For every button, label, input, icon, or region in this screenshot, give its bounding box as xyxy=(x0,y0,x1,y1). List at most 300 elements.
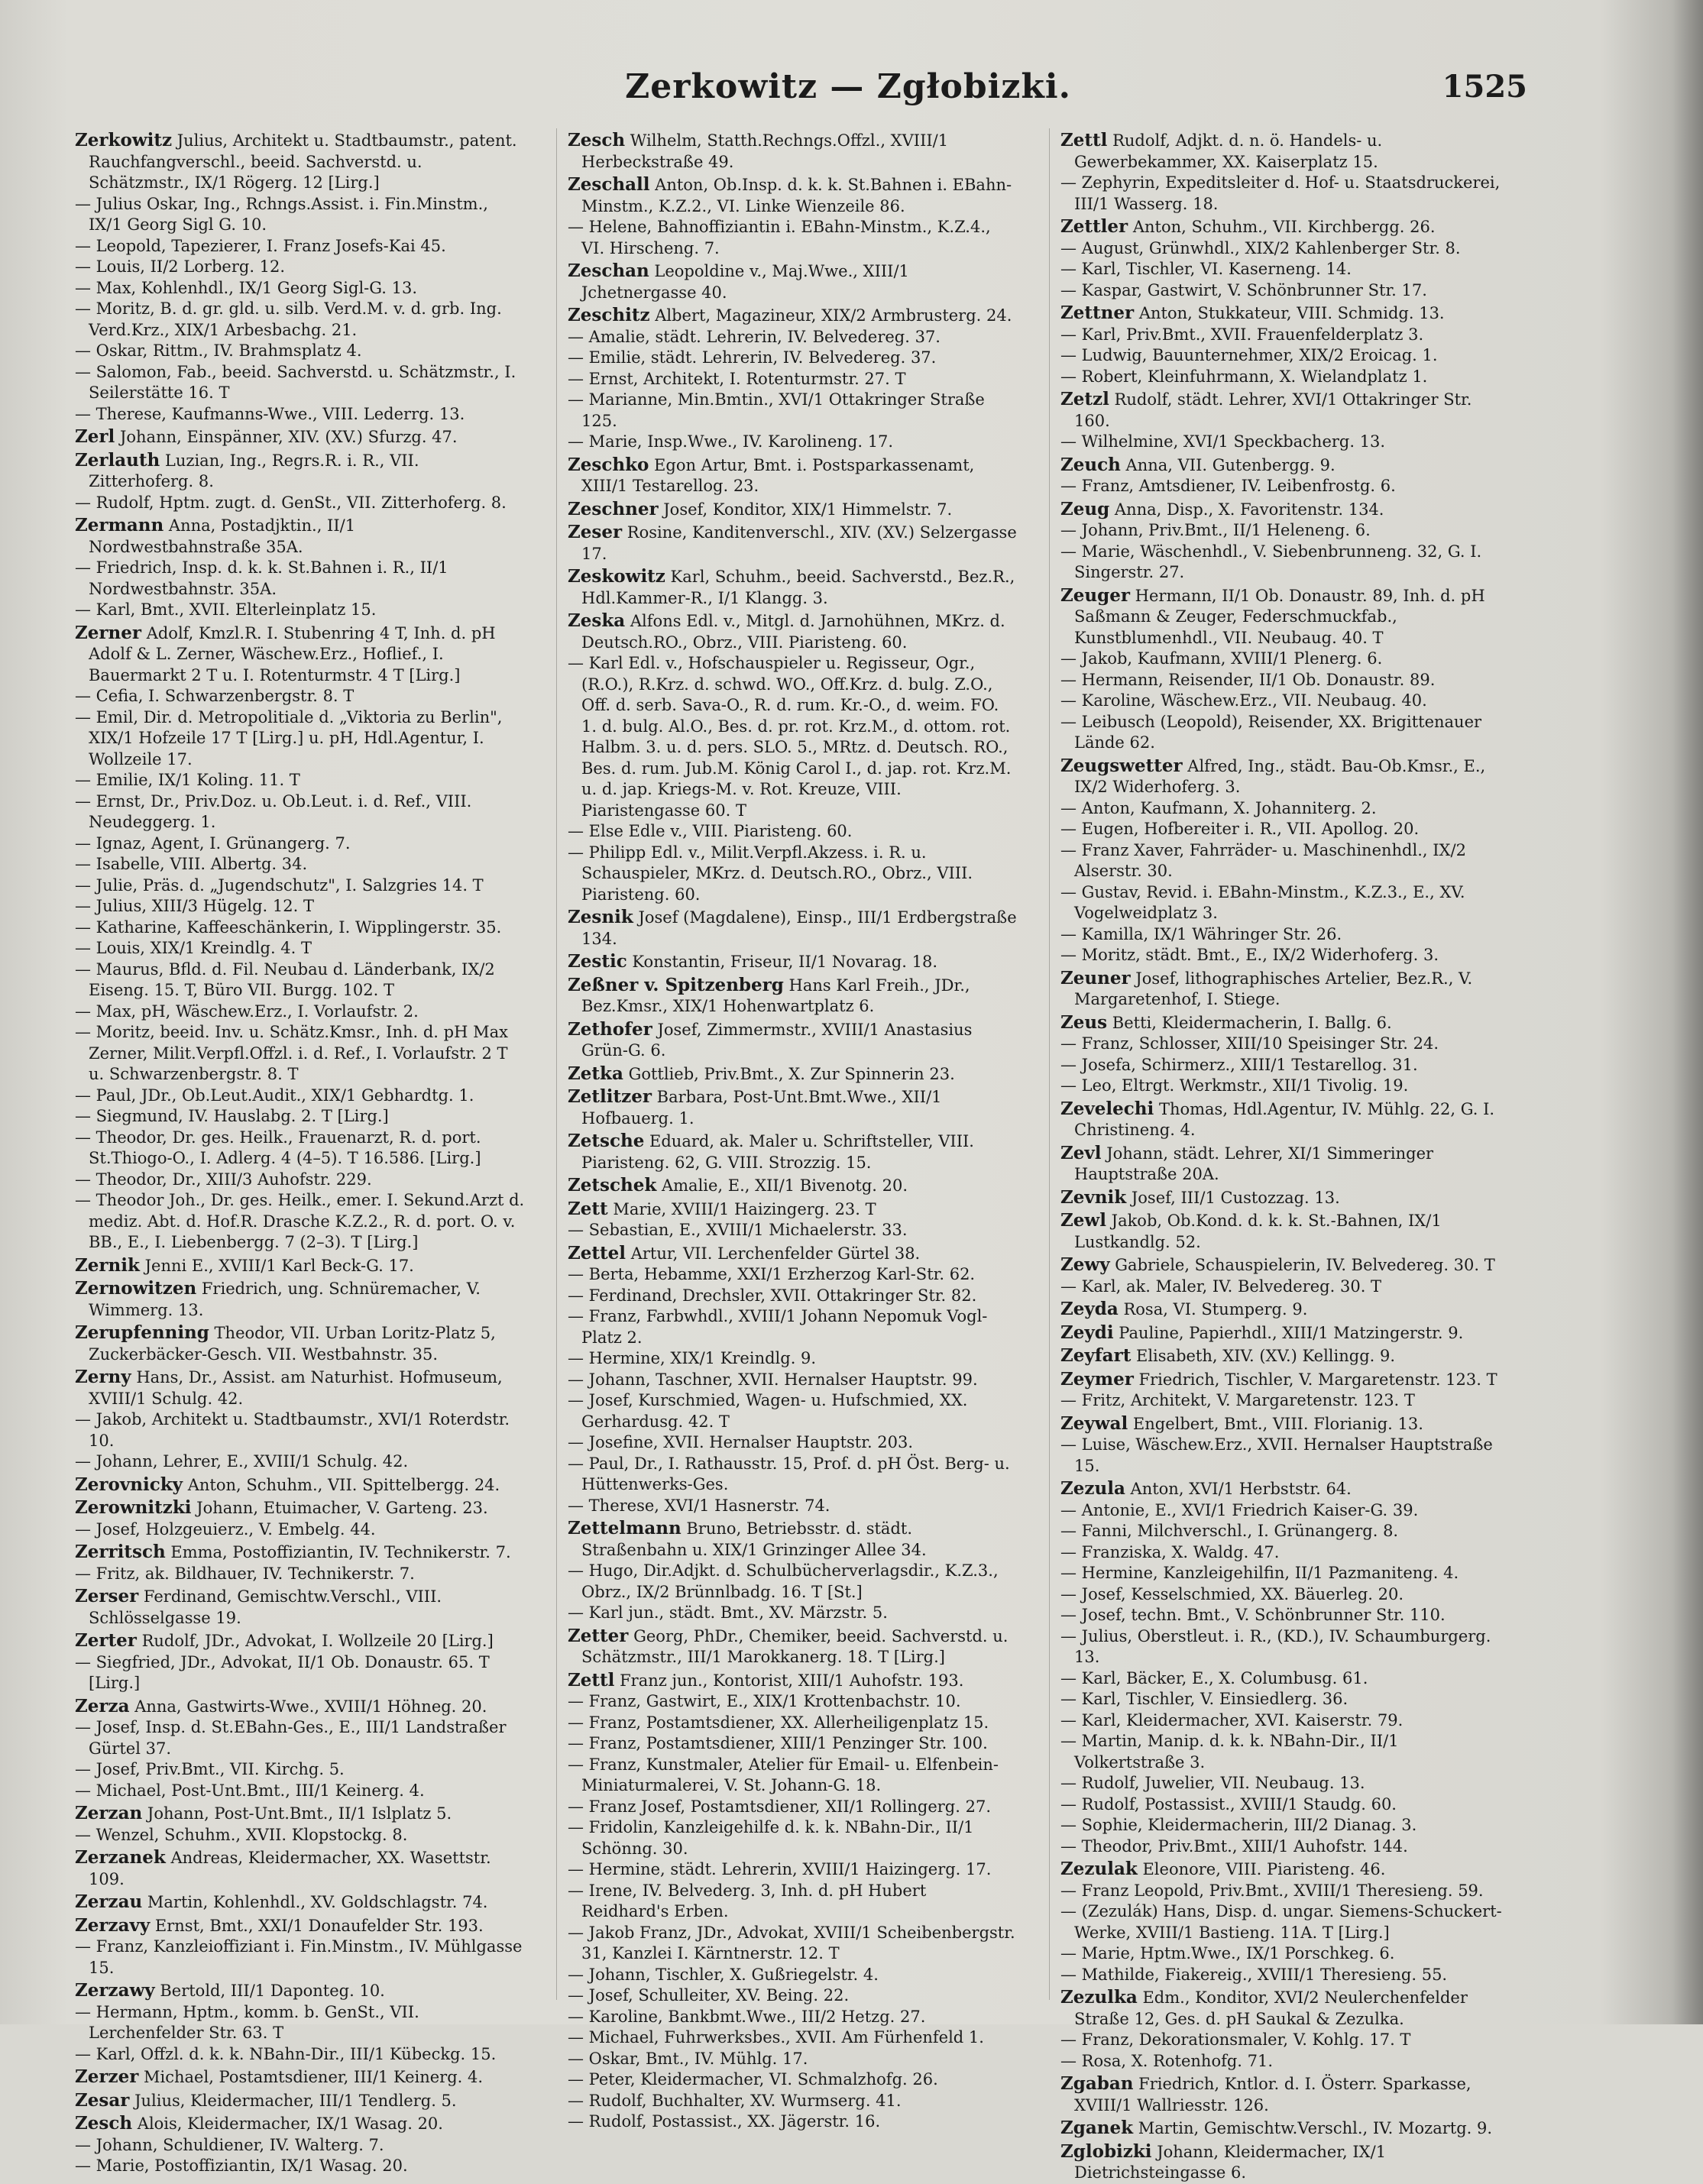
page-number: 1525 xyxy=(1442,69,1527,105)
entry-text: — Helene, Bahnoffiziantin i. EBahn-Minstm., K.Z.4., VI. Hirscheng. 7. xyxy=(568,218,991,257)
entry-text: — Josef, Schulleiter, XV. Being. 22. xyxy=(568,1986,850,2004)
entry-text: Anna, Postadjktin., II/1 Nordwestbahnstraße 35A. xyxy=(89,516,356,556)
directory-subentry xyxy=(1060,542,1511,584)
entry-text: Theodor, VII. Urban Loritz-Platz 5, Zuckerbäcker-Gesch. VII. Westbahnstr. 35. xyxy=(89,1324,496,1364)
entry-text: — Hermine, Kanzleigehilfin, II/1 Pazmaniteng. 4. xyxy=(1060,1564,1459,1582)
directory-subentry xyxy=(568,1370,1018,1391)
directory-subentry xyxy=(75,1781,526,1802)
entry-text: — Kaspar, Gastwirt, V. Schönbrunner Str. 17. xyxy=(1060,280,1427,299)
directory-subentry xyxy=(1060,1710,1511,1732)
entry-text: — Julie, Präs. d. „Jugendschutz", I. Salzgries 14. T xyxy=(75,875,484,895)
entry-text: — Oskar, Bmt., IV. Mühlg. 17. xyxy=(568,2049,808,2068)
entry-text: — Else Edle v., VIII. Piaristeng. 60. xyxy=(568,822,853,840)
entry-text: — Therese, Kaufmanns-Wwe., VIII. Lederrg. 13. xyxy=(75,404,465,423)
entry-text: Hans Karl Freih., JDr., Bez.Kmsr., XIX/1 Hohenwartplatz 6. xyxy=(581,976,970,1015)
entry-text: — Rudolf, Juwelier, VII. Neubaug. 13. xyxy=(1060,1774,1365,1792)
directory-subentry xyxy=(1060,840,1511,882)
directory-subentry xyxy=(1060,1390,1511,1412)
entry-surname: Zesar xyxy=(75,2089,130,2111)
entry-text: — Franz, Gastwirt, E., XIX/1 Krottenbachstr. 10. xyxy=(568,1692,961,1710)
directory-subentry xyxy=(568,369,1018,390)
entry-text: Josef, Konditor, XIX/1 Himmelstr. 7. xyxy=(658,500,953,519)
directory-subentry xyxy=(1060,238,1511,260)
directory-subentry xyxy=(75,854,526,875)
entry-surname: Zettler xyxy=(1060,216,1128,237)
entry-text: Thomas, Hdl.Agentur, IV. Mühlg. 22, G. I. Christineng. 4. xyxy=(1074,1099,1495,1139)
entry-text: — Theodor, Dr., XIII/3 Auhofstr. 229. xyxy=(75,1170,372,1189)
entry-text: — Eugen, Hofbereiter i. R., VII. Apollog. 20. xyxy=(1060,820,1420,838)
entry-text: Karl, Schuhm., beeid. Sachverstd., Bez.R., Hdl.Kammer-R., I/1 Klangg. 3. xyxy=(581,568,1015,607)
entry-text: — Ignaz, Agent, I. Grünangerg. 7. xyxy=(75,833,351,853)
entry-text: Edm., Konditor, XVI/2 Neulerchenfelder Straße 12, Ges. d. pH Saukal & Zezulka. xyxy=(1074,1988,1468,2028)
entry-text: — Fanni, Milchverschl., I. Grünangerg. 8. xyxy=(1060,1522,1399,1540)
entry-surname: Zeuger xyxy=(1060,584,1130,606)
directory-subentry xyxy=(568,843,1018,906)
entry-surname: Zettel xyxy=(568,1242,626,1263)
directory-entry xyxy=(75,426,526,448)
directory-subentry xyxy=(568,1454,1018,1496)
directory-entry xyxy=(568,305,1018,327)
entry-text: — Paul, JDr., Ob.Leut.Audit., XIX/1 Gebhardtg. 1. xyxy=(75,1086,474,1105)
entry-surname: Zeug xyxy=(1060,498,1110,519)
directory-subentry xyxy=(1060,945,1511,966)
entry-surname: Zewl xyxy=(1060,1210,1106,1231)
directory-entry xyxy=(75,1630,526,1652)
directory-subentry xyxy=(75,1106,526,1128)
entry-text: — Max, Kohlenhdl., IX/1 Georg Sigl-G. 13. xyxy=(75,278,418,297)
directory-subentry xyxy=(75,600,526,621)
directory-entry xyxy=(75,2066,526,2089)
entry-text: — Marie, Insp.Wwe., IV. Karolineng. 17. xyxy=(568,432,894,451)
entry-surname: Zezulka xyxy=(1060,1987,1138,2008)
entry-text: — Johann, Schuldiener, IV. Walterg. 7. xyxy=(75,2135,384,2154)
directory-subentry xyxy=(1060,1901,1511,1943)
entry-text: — Josef, Kurschmied, Wagen- u. Hufschmied, XX. Gerhardusg. 42. T xyxy=(568,1391,968,1431)
entry-text: — Friedrich, Insp. d. k. k. St.Bahnen i. R., II/1 Nordwestbahnstr. 35A. xyxy=(75,558,448,598)
directory-entry xyxy=(1060,1322,1511,1344)
directory-subentry xyxy=(568,1755,1018,1797)
entry-text: Rudolf, Adjkt. d. n. ö. Handels- u. Gewerbekammer, XX. Kaiserplatz 15. xyxy=(1074,131,1383,171)
directory-entry xyxy=(75,1542,526,1564)
directory-entry xyxy=(1060,2118,1511,2140)
entry-surname: Zestic xyxy=(568,951,627,972)
directory-subentry xyxy=(75,194,526,236)
directory-entry xyxy=(568,130,1018,173)
directory-entry xyxy=(568,455,1018,497)
directory-subentry xyxy=(1060,367,1511,388)
directory-subentry xyxy=(1060,1563,1511,1584)
entry-text: — (Zezulák) Hans, Disp. d. ungar. Siemens-Schuckert-Werke, XVIII/1 Bastieng. 11A. T [Lirg.] xyxy=(1060,1902,1502,1942)
entry-surname: Zeymer xyxy=(1060,1368,1134,1390)
entry-surname: Zeuch xyxy=(1060,454,1121,475)
entry-text: — Emilie, städt. Lehrerin, IV. Belvedereg. 37. xyxy=(568,348,937,367)
directory-entry xyxy=(1060,1210,1511,1253)
entry-text: Friedrich, ung. Schnüremacher, V. Wimmerg. 13. xyxy=(89,1280,481,1319)
entry-text: — Kamilla, IX/1 Währinger Str. 26. xyxy=(1060,924,1342,943)
entry-surname: Zezula xyxy=(1060,1478,1125,1499)
entry-text: Anton, XVI/1 Herbststr. 64. xyxy=(1125,1480,1352,1498)
directory-subentry xyxy=(75,917,526,939)
entry-text: Luzian, Ing., Regrs.R. i. R., VII. Zitterhoferg. 8. xyxy=(89,451,419,490)
entry-text: Ernst, Bmt., XXI/1 Donaufelder Str. 193. xyxy=(150,1916,484,1935)
directory-subentry xyxy=(568,1797,1018,1818)
directory-entry xyxy=(568,260,1018,303)
entry-text: Jakob, Ob.Kond. d. k. k. St.-Bahnen, IX/1 Lustkandlg. 52. xyxy=(1074,1212,1442,1251)
entry-text: — Moritz, städt. Bmt., E., IX/2 Widerhoferg. 3. xyxy=(1060,946,1439,964)
directory-subentry xyxy=(75,257,526,278)
directory-subentry xyxy=(1060,325,1511,346)
directory-entry xyxy=(568,1175,1018,1197)
entry-text: — Amalie, städt. Lehrerin, IV. Belvedereg. 37. xyxy=(568,327,941,346)
directory-entry xyxy=(1060,499,1511,521)
entry-text: Amalie, E., XII/1 Bivenotg. 20. xyxy=(656,1176,908,1195)
entry-text: — Josefa, Schirmerz., XIII/1 Testarellog. 31. xyxy=(1060,1055,1418,1074)
entry-text: Eduard, ak. Maler u. Schriftsteller, VIII. Piaristeng. 62, G. VIII. Strozzig. 15. xyxy=(581,1132,974,1172)
entry-surname: Zesch xyxy=(568,130,626,150)
directory-subentry xyxy=(1060,173,1511,215)
directory-entry xyxy=(75,1915,526,1937)
column-right xyxy=(1049,128,1511,2182)
directory-entry xyxy=(75,450,526,493)
entry-text: — Josef, Holzgeuierz., V. Embelg. 44. xyxy=(75,1519,376,1539)
directory-columns xyxy=(75,128,1511,2182)
directory-entry xyxy=(1060,216,1511,238)
directory-entry xyxy=(75,1891,526,1914)
entry-text: — Karoline, Bankbmt.Wwe., III/2 Hetzg. 27. xyxy=(568,2007,926,2026)
directory-entry xyxy=(1060,2141,1511,2184)
directory-subentry xyxy=(1060,1965,1511,1986)
entry-text: — Josef, Insp. d. St.EBahn-Ges., E., III/1 Landstraßer Gürtel 37. xyxy=(75,1718,507,1758)
directory-subentry xyxy=(1060,691,1511,712)
entry-text: — Gustav, Revid. i. EBahn-Minstm., K.Z.3., E., XV. Vogelweidplatz 3. xyxy=(1060,882,1465,922)
running-title: Zerkowitz — Zgłobizki. xyxy=(625,67,1071,106)
directory-entry xyxy=(1060,1187,1511,1209)
directory-entry xyxy=(1060,968,1511,1011)
directory-subentry xyxy=(568,390,1018,432)
entry-text: — Philipp Edl. v., Milit.Verpfl.Akzess. i. R. u. Schauspieler, MKrz. d. Deutsch.RO., Obrz., VIII. Piaristeng. 60. xyxy=(568,843,973,904)
entry-text: — Peter, Kleidermacher, VI. Schmalzhofg. 26. xyxy=(568,2070,938,2089)
directory-entry xyxy=(1060,756,1511,798)
entry-text: Johann, Kleidermacher, IX/1 Dietrichsteingasse 6. xyxy=(1074,2142,1387,2182)
entry-text: — Franz, Postamtsdiener, XX. Allerheiligenplatz 15. xyxy=(568,1713,989,1732)
directory-subentry xyxy=(1060,1055,1511,1076)
entry-text: — Ernst, Architekt, I. Rotenturmstr. 27. T xyxy=(568,369,906,388)
entry-text: — Robert, Kleinfuhrmann, X. Wielandplatz 1. xyxy=(1060,367,1428,386)
entry-text: — Karl, Offzl. d. k. k. NBahn-Dir., III/1 Kübeckg. 15. xyxy=(75,2044,497,2063)
entry-text: — Johann, Tischler, X. Gußriegelstr. 4. xyxy=(568,1965,879,1984)
entry-text: Wilhelm, Statth.Rechngs.Offzl., XVIII/1 Herbeckstraße 49. xyxy=(581,131,949,171)
entry-text: — Cefia, I. Schwarzenbergstr. 8. T xyxy=(75,687,355,705)
entry-surname: Zerzau xyxy=(75,1891,143,1912)
directory-entry xyxy=(75,1847,526,1890)
entry-text: — Karl, Bmt., XVII. Elterleinplatz 15. xyxy=(75,600,377,619)
entry-text: Ferdinand, Gemischtw.Verschl., VIII. Schlösselgasse 19. xyxy=(89,1587,442,1627)
directory-subentry xyxy=(568,1264,1018,1286)
entry-text: — Julius, Oberstleut. i. R., (KD.), IV. Schaumburgerg. 13. xyxy=(1060,1626,1491,1666)
entry-surname: Zesch xyxy=(75,2113,133,2134)
entry-text: — Moritz, B. d. gr. gld. u. silb. Verd.M. v. d. grb. Ing. Verd.Krz., XIX/1 Arbesbachg. 21. xyxy=(75,299,502,339)
entry-text: — Paul, Dr., I. Rathausstr. 15, Prof. d. pH Öst. Berg- u. Hüttenwerks-Ges. xyxy=(568,1454,1010,1493)
directory-subentry xyxy=(1060,1668,1511,1690)
directory-entry xyxy=(568,566,1018,609)
entry-text: — Julius, XIII/3 Hügelg. 12. T xyxy=(75,897,314,915)
directory-entry xyxy=(1060,1345,1511,1367)
entry-surname: Zesnik xyxy=(568,907,633,927)
entry-text: Franz jun., Kontorist, XIII/1 Auhofstr. 193. xyxy=(614,1671,964,1690)
directory-entry xyxy=(1060,389,1511,432)
entry-surname: Zeßner v. Spitzenberg xyxy=(568,974,784,995)
directory-entry xyxy=(568,610,1018,653)
entry-text: Martin, Gemischtw.Verschl., IV. Mozartg. 9. xyxy=(1133,2119,1493,2137)
entry-text: — Fritz, ak. Bildhauer, IV. Technikerstr. 7. xyxy=(75,1564,415,1583)
entry-surname: Zglobizki xyxy=(1060,2140,1152,2162)
entry-text: Anton, Schuhm., VII. Spittelbergg. 24. xyxy=(183,1475,500,1494)
entry-surname: Zerritsch xyxy=(75,1542,166,1562)
entry-text: Josef, lithographisches Artelier, Bez.R., V. Margaretenhof, I. Stiege. xyxy=(1074,969,1473,1008)
directory-entry xyxy=(568,522,1018,565)
entry-text: — Karl, Bäcker, E., X. Columbusg. 61. xyxy=(1060,1668,1368,1687)
entry-text: — Johann, Lehrer, E., XVIII/1 Schulg. 42. xyxy=(75,1452,409,1471)
entry-text: — Karl, ak. Maler, IV. Belvedereg. 30. T xyxy=(1060,1276,1382,1296)
entry-surname: Zethofer xyxy=(568,1018,652,1040)
directory-subentry xyxy=(75,1170,526,1191)
entry-surname: Zerter xyxy=(75,1630,137,1651)
entry-text: Josef, III/1 Custozzag. 13. xyxy=(1126,1188,1340,1207)
directory-subentry xyxy=(568,1561,1018,1603)
entry-text: — Anton, Kaufmann, X. Johanniterg. 2. xyxy=(1060,798,1377,817)
directory-subentry xyxy=(1060,924,1511,946)
directory-subentry xyxy=(75,1717,526,1759)
directory-entry xyxy=(75,1980,526,2002)
entry-text: Betti, Kleidermacherin, I. Ballg. 6. xyxy=(1107,1013,1392,1032)
entry-text: — Louis, XIX/1 Kreindlg. 4. T xyxy=(75,939,312,957)
entry-text: — Irene, IV. Belvederg. 3, Inh. d. pH Hubert Reidhard's Erben. xyxy=(568,1881,927,1920)
entry-text: Adolf, Kmzl.R. I. Stubenring 4 T, Inh. d. pH Adolf & L. Zerner, Wäschew.Erz., Hoflief., I. Bauermarkt 2 T u. I. Rotenturmstr. 4 T [Lirg.] xyxy=(89,623,496,684)
entry-text: Josef (Magdalene), Einsp., III/1 Erdbergstraße 134. xyxy=(581,908,1017,948)
entry-text: — Fritz, Architekt, V. Margaretenstr. 123. T xyxy=(1060,1391,1415,1409)
entry-surname: Zeugswetter xyxy=(1060,755,1183,776)
entry-surname: Zerner xyxy=(75,622,142,643)
directory-entry xyxy=(568,1086,1018,1129)
directory-subentry xyxy=(1060,712,1511,754)
entry-surname: Zernowitzen xyxy=(75,1278,197,1299)
entry-text: Marie, XVIII/1 Haizingerg. 23. T xyxy=(607,1199,876,1218)
entry-surname: Zerl xyxy=(75,426,115,447)
column-left xyxy=(75,128,526,2175)
entry-surname: Zerza xyxy=(75,1695,130,1716)
entry-text: — Rudolf, Buchhalter, XV. Wurmserg. 41. xyxy=(568,2091,902,2110)
directory-entry xyxy=(1060,1254,1511,1276)
entry-surname: Zetlitzer xyxy=(568,1086,652,1107)
entry-text: — Marie, Wäschenhdl., V. Siebenbrunneng. 32, G. I. Singerstr. 27. xyxy=(1060,542,1482,581)
entry-text: Engelbert, Bmt., VIII. Florianig. 13. xyxy=(1128,1414,1423,1433)
directory-subentry xyxy=(75,1759,526,1781)
entry-text: Julius, Kleidermacher, III/1 Tendlerg. 5. xyxy=(129,2091,457,2110)
directory-entry xyxy=(1060,1859,1511,1881)
entry-text: Johann, städt. Lehrer, XI/1 Simmeringer Hauptstraße 20A. xyxy=(1074,1144,1434,1183)
entry-text: Rudolf, städt. Lehrer, XVI/1 Ottakringer Str. 160. xyxy=(1074,390,1472,430)
entry-text: Johann, Etuimacher, V. Garteng. 23. xyxy=(191,1499,488,1517)
directory-subentry xyxy=(568,1432,1018,1454)
entry-text: — Emilie, IX/1 Koling. 11. T xyxy=(75,771,300,789)
entry-text: — Michael, Post-Unt.Bmt., III/1 Keinerg. 4. xyxy=(75,1781,425,1800)
entry-surname: Zeus xyxy=(1060,1011,1108,1033)
entry-text: — Theodor Joh., Dr. ges. Heilk., emer. I. Sekund.Arzt d. mediz. Abt. d. Hof.R. Drasche K.Z.2., R. d. port. O. v. BB., E., I. Liebenbergg. 7 (2–3). T [Lirg.] xyxy=(75,1191,525,1251)
entry-surname: Zerzavy xyxy=(75,1914,151,1936)
entry-text: — Karl jun., städt. Bmt., XV. Märzstr. 5. xyxy=(568,1603,888,1622)
directory-entry xyxy=(1060,2073,1511,2116)
entry-text: — Moritz, beeid. Inv. u. Schätz.Kmsr., Inh. d. pH Max Zerner, Milit.Verpfl.Offzl. i. d. Ref., I. Vorlaufstr. 2 T u. Schwarzenbergstr. 8. T xyxy=(75,1023,508,1083)
entry-text: — Zephyrin, Expeditsleiter d. Hof- u. Staatsdruckerei, III/1 Wasserg. 18. xyxy=(1060,173,1501,213)
entry-text: — Siegmund, IV. Hauslabg. 2. T [Lirg.] xyxy=(75,1107,389,1125)
entry-surname: Zeschan xyxy=(568,260,649,281)
entry-surname: Zeywal xyxy=(1060,1412,1128,1434)
entry-surname: Zerser xyxy=(75,1586,139,1606)
directory-subentry xyxy=(75,299,526,341)
entry-surname: Zewy xyxy=(1060,1254,1110,1275)
directory-subentry xyxy=(75,404,526,425)
entry-surname: Zettl xyxy=(1060,130,1108,150)
directory-subentry xyxy=(1060,1689,1511,1710)
directory-subentry xyxy=(568,1923,1018,1965)
directory-subentry xyxy=(1060,1794,1511,1816)
directory-subentry xyxy=(568,1859,1018,1881)
entry-text: — Marie, Hptm.Wwe., IX/1 Porschkeg. 6. xyxy=(1060,1944,1395,1962)
entry-surname: Zett xyxy=(568,1198,608,1219)
entry-surname: Zeschko xyxy=(568,454,649,475)
directory-subentry xyxy=(75,1936,526,1979)
entry-text: — Franz, Amtsdiener, IV. Leibenfrostg. 6. xyxy=(1060,477,1396,495)
entry-text: Bruno, Betriebsstr. d. städt. Straßenbahn u. XIX/1 Grinzinger Allee 34. xyxy=(581,1519,927,1559)
entry-text: — Rudolf, Hptm. zugt. d. GenSt., VII. Zitterhoferg. 8. xyxy=(75,493,507,512)
directory-subentry xyxy=(1060,259,1511,280)
entry-text: — Fridolin, Kanzleigehilfe d. k. k. NBahn-Dir., II/1 Schönng. 30. xyxy=(568,1818,974,1858)
entry-text: — Hugo, Dir.Adjkt. d. Schulbücherverlagsdir., K.Z.3., Obrz., IX/2 Brünnlbadg. 16. T [St.] xyxy=(568,1561,999,1601)
entry-text: — Emil, Dir. d. Metropolitiale d. „Viktoria zu Berlin", XIX/1 Hofzeile 17 T [Lirg.] u. pH, Hdl.Agentur, I. Wollzeile 17. xyxy=(75,707,503,768)
directory-subentry xyxy=(75,833,526,855)
entry-text: — Ernst, Dr., Priv.Doz. u. Ob.Leut. i. d. Ref., VIII. Neudeggerg. 1. xyxy=(75,791,472,831)
entry-text: — Leopold, Tapezierer, I. Franz Josefs-Kai 45. xyxy=(75,236,446,255)
entry-text: Anton, Ob.Insp. d. k. k. St.Bahnen i. EBahn-Minstm., K.Z.2., VI. Linke Wienzeile 86. xyxy=(581,176,1012,215)
directory-subentry xyxy=(75,686,526,707)
directory-subentry xyxy=(1060,2051,1511,2072)
directory-entry xyxy=(75,1367,526,1409)
entry-text: — Martin, Manip. d. k. k. NBahn-Dir., II/1 Volkertstraße 3. xyxy=(1060,1732,1399,1771)
entry-text: Johann, Post-Unt.Bmt., II/1 Islplatz 5. xyxy=(142,1804,452,1823)
directory-entry xyxy=(1060,1098,1511,1141)
directory-subentry xyxy=(75,1451,526,1473)
entry-text: Martin, Kohlenhdl., XV. Goldschlagstr. 74. xyxy=(142,1893,488,1911)
directory-subentry xyxy=(1060,280,1511,302)
entry-text: Rosine, Kanditenverschl., XIV. (XV.) Selzergasse 17. xyxy=(581,523,1017,563)
entry-surname: Zeschall xyxy=(568,174,650,195)
directory-subentry xyxy=(1060,1836,1511,1858)
entry-text: Konstantin, Friseur, II/1 Novarag. 18. xyxy=(626,953,937,971)
directory-subentry xyxy=(1060,1881,1511,1902)
entry-text: — Josef, Kesselschmied, XX. Bäuerleg. 20. xyxy=(1060,1584,1404,1603)
directory-entry xyxy=(1060,1369,1511,1391)
entry-text: — Rudolf, Postassist., XX. Jägerstr. 16. xyxy=(568,2112,881,2131)
directory-entry xyxy=(75,623,526,687)
entry-text: — Karl, Priv.Bmt., XVII. Frauenfelderplatz 3. xyxy=(1060,325,1424,344)
entry-surname: Zerzawy xyxy=(75,1980,155,2001)
directory-entry xyxy=(1060,455,1511,477)
entry-surname: Zettl xyxy=(568,1669,615,1691)
entry-text: — Sophie, Kleidermacherin, III/2 Dianag. 3. xyxy=(1060,1816,1417,1834)
directory-subentry xyxy=(75,1825,526,1846)
directory-entry xyxy=(75,1278,526,1321)
entry-text: Emma, Postoffiziantin, IV. Technikerstr. 7. xyxy=(165,1543,511,1561)
entry-surname: Zeska xyxy=(568,610,626,631)
entry-text: Eleonore, VIII. Piaristeng. 46. xyxy=(1137,1860,1386,1878)
directory-subentry xyxy=(1060,819,1511,840)
entry-text: — Hermann, Hptm., komm. b. GenSt., VII. Lerchenfelder Str. 63. T xyxy=(75,2002,419,2042)
directory-subentry xyxy=(568,821,1018,843)
entry-text: — Michael, Fuhrwerksbes., XVII. Am Fürhenfeld 1. xyxy=(568,2028,984,2046)
entry-text: Alfred, Ing., städt. Bau-Ob.Kmsr., E., IX/2 Widerhoferg. 3. xyxy=(1074,756,1486,796)
directory-entry xyxy=(75,515,526,558)
directory-subentry xyxy=(75,2156,526,2177)
directory-entry xyxy=(1060,1299,1511,1321)
directory-subentry xyxy=(1060,1276,1511,1298)
directory-entry xyxy=(1060,1478,1511,1500)
directory-entry xyxy=(568,1063,1018,1086)
directory-subentry xyxy=(1060,2030,1511,2051)
directory-subentry xyxy=(568,1713,1018,1734)
directory-subentry xyxy=(568,1286,1018,1307)
entry-surname: Zerzer xyxy=(75,2066,139,2087)
directory-subentry xyxy=(568,2069,1018,2091)
entry-text: — Karl, Tischler, V. Einsiedlerg. 36. xyxy=(1060,1690,1348,1708)
directory-subentry xyxy=(75,362,526,404)
directory-subentry xyxy=(568,1348,1018,1370)
directory-subentry xyxy=(1060,1815,1511,1836)
entry-text: — Franz Xaver, Fahrräder- u. Maschinenhdl., IX/2 Alserstr. 30. xyxy=(1060,840,1466,880)
directory-subentry xyxy=(75,341,526,362)
directory-subentry xyxy=(1060,476,1511,497)
directory-entry xyxy=(75,1474,526,1496)
directory-subentry xyxy=(1060,1435,1511,1477)
entry-text: — Hermine, XIX/1 Kreindlg. 9. xyxy=(568,1349,817,1367)
directory-subentry xyxy=(1060,345,1511,367)
directory-subentry xyxy=(1060,1076,1511,1097)
directory-subentry xyxy=(75,770,526,791)
entry-surname: Zerzanek xyxy=(75,1847,166,1868)
entry-surname: Zerovnicky xyxy=(75,1474,183,1495)
entry-surname: Zettner xyxy=(1060,303,1135,323)
entry-text: Anton, Stukkateur, VIII. Schmidg. 13. xyxy=(1134,304,1445,322)
entry-text: — Karl Edl. v., Hofschauspieler u. Regisseur, Ogr., (R.O.), R.Krz. d. schwd. WO., Off.Krz. d. bulg. Z.O., Off. d. serb. Sava-O., R. d. rum. Kr.-O., d. weim. FO. 1. d. bulg. Al.O., Bes. d. pr. rot. Krz.M., d. ottom. rot. Halbm. 3. u. d. pers. SLO. 5., MRtz. d. Deutsch. RO., Bes. d. rum. Jub.M. König Carol I., d. jap. rot. Krz.M. u. d. jap. Kriegs-M. v. Rot. Kreuze, VIII. Piaristengasse 60. T xyxy=(568,654,1012,820)
entry-text: Rosa, VI. Stumperg. 9. xyxy=(1118,1300,1308,1318)
directory-entry xyxy=(568,174,1018,217)
entry-surname: Zevnik xyxy=(1060,1186,1127,1208)
directory-subentry xyxy=(75,1128,526,1170)
directory-subentry xyxy=(75,2044,526,2066)
directory-subentry xyxy=(75,1022,526,1086)
directory-subentry xyxy=(75,558,526,600)
entry-text: — Sebastian, E., XVIII/1 Michaelerstr. 33. xyxy=(568,1221,908,1239)
directory-subentry xyxy=(75,791,526,833)
directory-subentry xyxy=(568,1733,1018,1755)
entry-text: — Jakob, Kaufmann, XVIII/1 Plenerg. 6. xyxy=(1060,649,1383,668)
entry-text: Anton, Schuhm., VII. Kirchbergg. 26. xyxy=(1128,218,1436,236)
directory-entry xyxy=(75,2090,526,2112)
directory-subentry xyxy=(75,236,526,257)
entry-text: Anna, Disp., X. Favoritenstr. 134. xyxy=(1109,500,1384,519)
directory-subentry xyxy=(568,1965,1018,1986)
entry-text: — Wilhelmine, XVI/1 Speckbacherg. 13. xyxy=(1060,432,1386,451)
directory-subentry xyxy=(1060,1542,1511,1564)
